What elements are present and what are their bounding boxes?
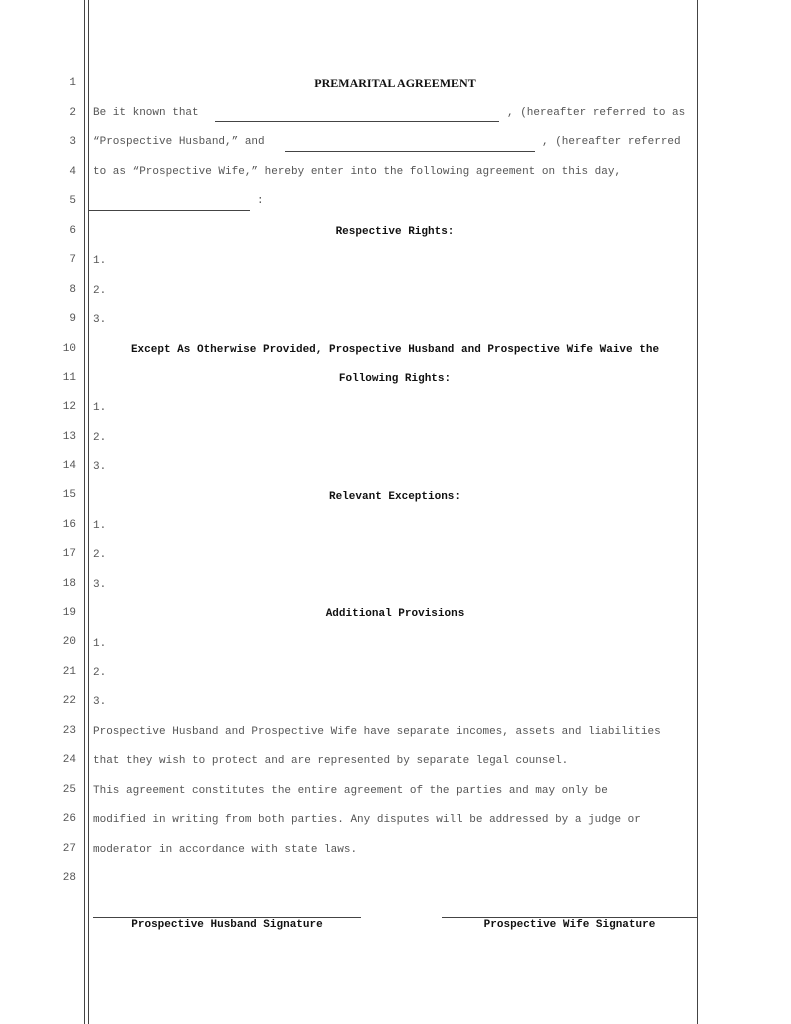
waived-rights-heading-line2: Following Rights:	[338, 373, 452, 385]
list-item: 3.	[93, 696, 107, 708]
relevant-exceptions-heading: Relevant Exceptions:	[328, 491, 462, 503]
list-item: 3.	[93, 314, 107, 326]
line-number: 2	[69, 107, 76, 119]
intro-line2-start: Be it known that	[93, 107, 199, 119]
line-number: 20	[62, 636, 76, 648]
line-number: 6	[69, 225, 76, 237]
line-number: 23	[62, 725, 76, 737]
date-field[interactable]	[89, 210, 250, 211]
line-number: 25	[62, 784, 76, 796]
line-number: 21	[62, 666, 76, 678]
line-number: 9	[69, 313, 76, 325]
intro-line3-end: , (hereafter referred	[542, 136, 681, 148]
closing-line: moderator in accordance with state laws.	[93, 844, 358, 856]
list-item: 2.	[93, 549, 107, 561]
wife-signature-label: Prospective Wife Signature	[483, 919, 656, 931]
husband-signature-label: Prospective Husband Signature	[131, 919, 323, 931]
margin-rule-left-inner	[88, 0, 89, 1024]
husband-signature-line[interactable]	[93, 917, 361, 918]
margin-rule-right	[697, 0, 698, 1024]
list-item: 1.	[93, 638, 107, 650]
margin-rule-left-outer	[84, 0, 85, 1024]
line-number: 19	[62, 607, 76, 619]
list-item: 2.	[93, 285, 107, 297]
line-number: 8	[69, 284, 76, 296]
intro-line5-end: :	[257, 195, 264, 207]
line-number: 7	[69, 254, 76, 266]
list-item: 1.	[93, 520, 107, 532]
line-number: 22	[62, 695, 76, 707]
list-item: 2.	[93, 667, 107, 679]
line-number: 26	[62, 813, 76, 825]
line-number: 28	[62, 872, 76, 884]
waived-rights-heading-line1: Except As Otherwise Provided, Prospective Husband and Prospective Wife Waive the	[130, 344, 660, 356]
wife-name-field[interactable]	[285, 151, 535, 152]
line-number: 11	[62, 372, 76, 384]
respective-rights-heading: Respective Rights:	[335, 226, 455, 238]
list-item: 1.	[93, 402, 107, 414]
line-number: 12	[62, 401, 76, 413]
line-number: 3	[69, 136, 76, 148]
line-number: 24	[62, 754, 76, 766]
husband-name-field[interactable]	[215, 121, 499, 122]
intro-line2-end: , (hereafter referred to as	[507, 107, 686, 119]
line-number: 13	[62, 431, 76, 443]
intro-line3-start: “Prospective Husband,” and	[93, 136, 265, 148]
additional-provisions-heading: Additional Provisions	[325, 608, 465, 620]
closing-line: Prospective Husband and Prospective Wife have separate incomes, assets and liabilities	[93, 726, 661, 738]
list-item: 1.	[93, 255, 107, 267]
line-number: 5	[69, 195, 76, 207]
line-number: 10	[62, 343, 76, 355]
document-title: PREMARITAL AGREEMENT	[314, 76, 476, 90]
closing-line: modified in writing from both parties. Any disputes will be addressed by a judge or	[93, 814, 641, 826]
line-number: 17	[62, 548, 76, 560]
line-number: 14	[62, 460, 76, 472]
closing-line: This agreement constitutes the entire agreement of the parties and may only be	[93, 785, 608, 797]
line-number: 4	[69, 166, 76, 178]
line-number: 1	[69, 77, 76, 89]
line-number: 27	[62, 843, 76, 855]
line-number: 16	[62, 519, 76, 531]
intro-line4: to as “Prospective Wife,” hereby enter into the following agreement on this day,	[93, 166, 622, 178]
list-item: 2.	[93, 432, 107, 444]
closing-line: that they wish to protect and are represented by separate legal counsel.	[93, 755, 569, 767]
list-item: 3.	[93, 461, 107, 473]
list-item: 3.	[93, 579, 107, 591]
wife-signature-line[interactable]	[442, 917, 697, 918]
line-number: 15	[62, 489, 76, 501]
line-number: 18	[62, 578, 76, 590]
